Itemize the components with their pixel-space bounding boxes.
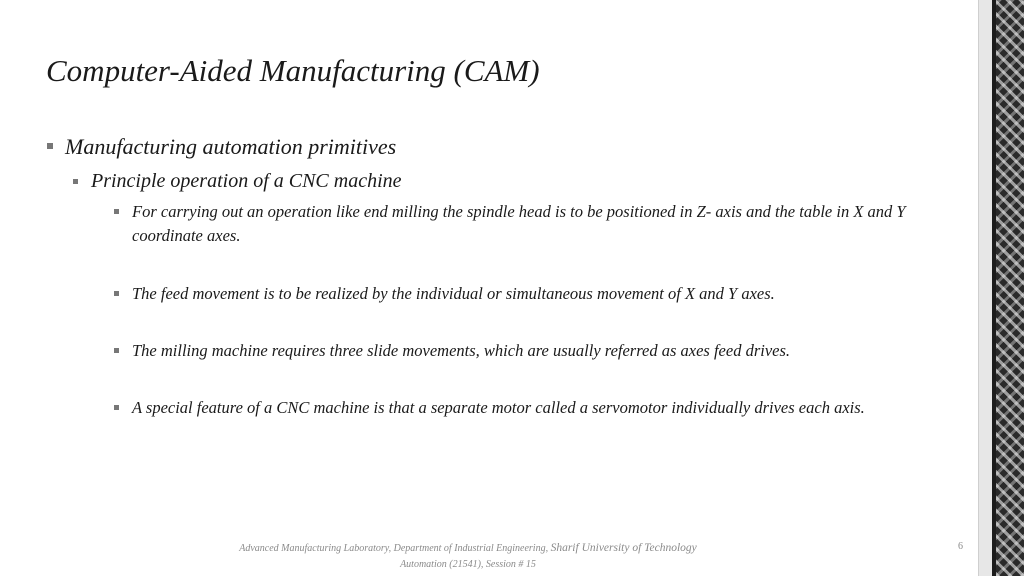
footer-course: Automation (21541), Session # 15 <box>400 559 536 570</box>
decorative-frame-band <box>978 0 993 576</box>
square-bullet-icon <box>114 209 119 214</box>
bullet-level-2 <box>91 170 402 193</box>
bullet-level-3-text: The feed movement is to be realized by the individual or simultaneous movement of X and Y axes. <box>132 284 775 303</box>
square-bullet-icon <box>114 405 119 410</box>
bullet-level-3 <box>132 200 942 248</box>
bullet-level-2-text: Principle operation of a CNC machine <box>91 170 402 192</box>
square-bullet-icon <box>73 179 78 184</box>
square-bullet-icon <box>114 291 119 296</box>
bullet-level-1 <box>65 134 396 160</box>
square-bullet-icon <box>47 143 53 149</box>
slide-title: Computer-Aided Manufacturing (CAM) <box>46 53 540 88</box>
bullet-level-3-text: A special feature of a CNC machine is that a separate motor called a servomotor individually drives each axis. <box>132 398 865 417</box>
bullet-level-1-text: Manufacturing automation primitives <box>65 134 397 159</box>
footer-department: Advanced Manufacturing Laboratory, Department of Industrial Engineering, <box>239 543 551 554</box>
footer-affiliation <box>188 542 748 554</box>
bullet-level-3 <box>132 396 942 420</box>
decorative-frame-pattern <box>996 0 1024 576</box>
bullet-level-3-text: For carrying out an operation like end milling the spindle head is to be positioned in Z- axis and the table in X and Y coordinate axes. <box>132 202 906 245</box>
bullet-level-3-text: The milling machine requires three slide movements, which are usually referred as axes feed drives. <box>132 341 791 360</box>
footer-university: Sharif University of Technology <box>550 542 697 554</box>
page-number: 6 <box>958 541 963 552</box>
bullet-level-3 <box>132 282 942 306</box>
square-bullet-icon <box>114 348 119 353</box>
bullet-level-3 <box>132 339 942 363</box>
